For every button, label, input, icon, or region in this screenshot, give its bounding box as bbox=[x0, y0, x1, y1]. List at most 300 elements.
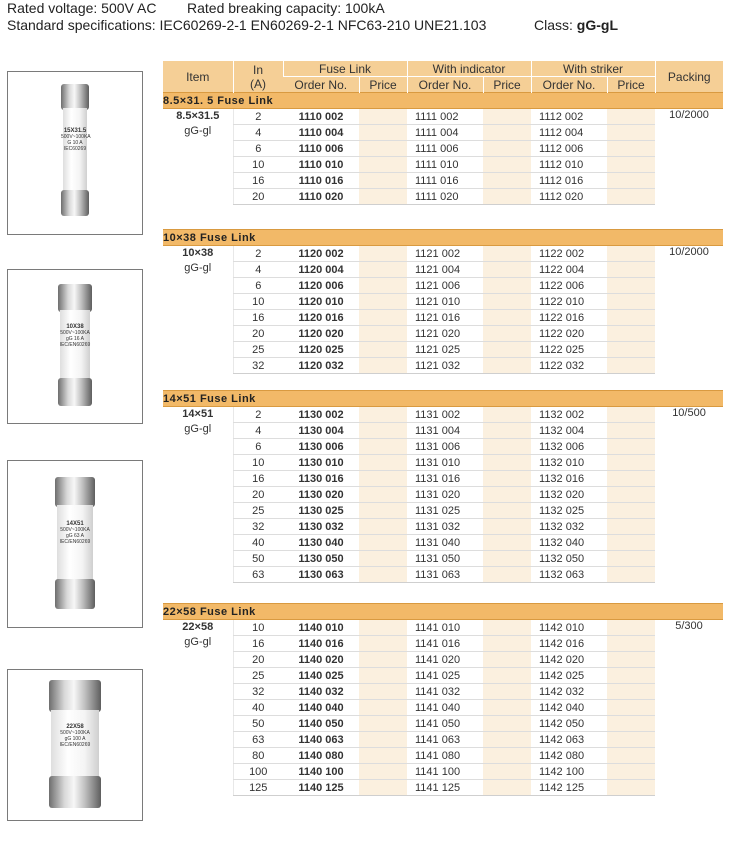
packing-value: 10/2000 bbox=[669, 246, 709, 258]
item-size: 10×38 bbox=[182, 247, 214, 259]
striker-order-no: 1142 050 bbox=[531, 716, 607, 732]
striker-order-no: 1132 004 bbox=[531, 423, 607, 439]
indicator-price bbox=[483, 487, 531, 503]
fuse-price bbox=[359, 471, 407, 487]
section-title: 14×51 Fuse Link bbox=[163, 391, 723, 407]
fuse-label-line: 500V~100KA bbox=[60, 330, 90, 336]
header-line-2 bbox=[7, 17, 618, 33]
indicator-order-no: 1111 010 bbox=[407, 157, 483, 173]
rated-current: 50 bbox=[233, 551, 283, 567]
table-row bbox=[163, 471, 723, 487]
class-value: gG-gL bbox=[576, 17, 619, 33]
fuse-order-no: 1120 002 bbox=[283, 246, 359, 262]
class-label: Class: bbox=[534, 17, 573, 33]
fuse-order-no: 1120 020 bbox=[283, 326, 359, 342]
col-price: Price bbox=[359, 77, 407, 93]
col-fuse-link: Fuse Link bbox=[283, 61, 407, 77]
striker-price bbox=[607, 262, 655, 278]
fuse-label-line: gG 100 A bbox=[64, 736, 86, 742]
fuse-label-line: G 10 A bbox=[67, 140, 83, 146]
col-item: Item bbox=[163, 61, 233, 93]
indicator-order-no: 1141 050 bbox=[407, 716, 483, 732]
striker-order-no: 1132 002 bbox=[531, 407, 607, 423]
indicator-order-no: 1131 016 bbox=[407, 471, 483, 487]
fuse-label-line: 22X58 bbox=[66, 724, 84, 730]
striker-order-no: 1112 006 bbox=[531, 141, 607, 157]
striker-price bbox=[607, 310, 655, 326]
striker-price bbox=[607, 423, 655, 439]
rated-current: 20 bbox=[233, 189, 283, 205]
fuse-price bbox=[359, 278, 407, 294]
fuse-order-no: 1140 050 bbox=[283, 716, 359, 732]
rated-current: 32 bbox=[233, 684, 283, 700]
striker-price bbox=[607, 567, 655, 583]
col-in bbox=[233, 61, 283, 93]
indicator-order-no: 1131 032 bbox=[407, 519, 483, 535]
indicator-price bbox=[483, 780, 531, 796]
col-packing: Packing bbox=[655, 61, 723, 93]
indicator-price bbox=[483, 326, 531, 342]
indicator-price bbox=[483, 748, 531, 764]
section-spacer bbox=[163, 205, 723, 230]
col-order-no: Order No. bbox=[531, 77, 607, 93]
col-order-no: Order No. bbox=[283, 77, 359, 93]
striker-order-no: 1142 080 bbox=[531, 748, 607, 764]
fuse-order-no: 1140 100 bbox=[283, 764, 359, 780]
striker-price bbox=[607, 342, 655, 358]
fuse-order-no: 1140 063 bbox=[283, 732, 359, 748]
rated-current: 4 bbox=[233, 423, 283, 439]
standards: Standard specifications: IEC60269-2-1 EN60269-2-1 NFC63-210 UNE21.103 bbox=[7, 17, 487, 33]
fuse-price bbox=[359, 326, 407, 342]
fuse-label-line: 500V~100KA bbox=[60, 527, 90, 533]
striker-price bbox=[607, 503, 655, 519]
indicator-order-no: 1141 010 bbox=[407, 620, 483, 636]
fuse-label-line: 500V~100KA bbox=[61, 134, 91, 140]
striker-order-no: 1142 040 bbox=[531, 700, 607, 716]
item-cell bbox=[163, 620, 233, 796]
rated-current: 2 bbox=[233, 246, 283, 262]
fuse-price bbox=[359, 342, 407, 358]
fuse-price bbox=[359, 407, 407, 423]
fuse-order-no: 1130 032 bbox=[283, 519, 359, 535]
fuse-price bbox=[359, 668, 407, 684]
striker-order-no: 1142 063 bbox=[531, 732, 607, 748]
indicator-price bbox=[483, 342, 531, 358]
indicator-order-no: 1141 020 bbox=[407, 652, 483, 668]
rated-current: 10 bbox=[233, 620, 283, 636]
col-order-no: Order No. bbox=[407, 77, 483, 93]
rated-current: 40 bbox=[233, 535, 283, 551]
fuse-price bbox=[359, 652, 407, 668]
striker-order-no: 1122 004 bbox=[531, 262, 607, 278]
striker-price bbox=[607, 519, 655, 535]
table-row bbox=[163, 141, 723, 157]
striker-order-no: 1122 032 bbox=[531, 358, 607, 374]
fuse-photo-14x51 bbox=[7, 460, 143, 628]
indicator-order-no: 1121 004 bbox=[407, 262, 483, 278]
indicator-price bbox=[483, 173, 531, 189]
table-row bbox=[163, 519, 723, 535]
striker-order-no: 1112 020 bbox=[531, 189, 607, 205]
table-row bbox=[163, 109, 723, 125]
rated-current: 63 bbox=[233, 567, 283, 583]
indicator-price bbox=[483, 358, 531, 374]
striker-order-no: 1122 020 bbox=[531, 326, 607, 342]
fuse-price bbox=[359, 310, 407, 326]
fuse-table bbox=[163, 61, 723, 796]
indicator-order-no: 1141 040 bbox=[407, 700, 483, 716]
striker-order-no: 1132 020 bbox=[531, 487, 607, 503]
fuse-order-no: 1130 002 bbox=[283, 407, 359, 423]
indicator-price bbox=[483, 423, 531, 439]
fuse-price bbox=[359, 294, 407, 310]
indicator-order-no: 1111 002 bbox=[407, 109, 483, 125]
rated-current: 16 bbox=[233, 310, 283, 326]
fuse-price bbox=[359, 732, 407, 748]
rated-current: 32 bbox=[233, 358, 283, 374]
striker-order-no: 1132 063 bbox=[531, 567, 607, 583]
section-title-row bbox=[163, 604, 723, 620]
indicator-price bbox=[483, 535, 531, 551]
striker-price bbox=[607, 780, 655, 796]
table-row bbox=[163, 780, 723, 796]
striker-order-no: 1112 010 bbox=[531, 157, 607, 173]
col-in-unit: (A) bbox=[250, 76, 266, 91]
rated-current: 16 bbox=[233, 173, 283, 189]
fuse-price bbox=[359, 636, 407, 652]
striker-price bbox=[607, 471, 655, 487]
rated-current: 2 bbox=[233, 407, 283, 423]
rated-current: 6 bbox=[233, 141, 283, 157]
indicator-price bbox=[483, 157, 531, 173]
col-with-indicator: With indicator bbox=[407, 61, 531, 77]
fuse-label-line: 15X31.5 bbox=[63, 128, 87, 134]
striker-order-no: 1122 006 bbox=[531, 278, 607, 294]
striker-order-no: 1142 032 bbox=[531, 684, 607, 700]
indicator-order-no: 1131 020 bbox=[407, 487, 483, 503]
fuse-order-no: 1130 010 bbox=[283, 455, 359, 471]
fuse-label-line: IEC/EN60269 bbox=[59, 342, 91, 348]
table-row bbox=[163, 503, 723, 519]
fuse-order-no: 1120 032 bbox=[283, 358, 359, 374]
striker-order-no: 1132 032 bbox=[531, 519, 607, 535]
striker-price bbox=[607, 716, 655, 732]
indicator-price bbox=[483, 668, 531, 684]
striker-price bbox=[607, 278, 655, 294]
indicator-price bbox=[483, 125, 531, 141]
fuse-price bbox=[359, 748, 407, 764]
indicator-order-no: 1131 050 bbox=[407, 551, 483, 567]
col-with-striker: With striker bbox=[531, 61, 655, 77]
striker-order-no: 1142 125 bbox=[531, 780, 607, 796]
rated-current: 4 bbox=[233, 125, 283, 141]
rated-current: 20 bbox=[233, 326, 283, 342]
fuse-photo-22x58 bbox=[7, 669, 143, 821]
fuse-price bbox=[359, 141, 407, 157]
indicator-price bbox=[483, 652, 531, 668]
indicator-price bbox=[483, 278, 531, 294]
fuse-order-no: 1120 010 bbox=[283, 294, 359, 310]
table-row bbox=[163, 636, 723, 652]
fuse-price bbox=[359, 487, 407, 503]
fuse-label-line: gG 63 A bbox=[65, 533, 85, 539]
fuse-label-line: 10X38 bbox=[66, 324, 84, 330]
rated-current: 10 bbox=[233, 455, 283, 471]
striker-order-no: 1122 010 bbox=[531, 294, 607, 310]
fuse-order-no: 1140 025 bbox=[283, 668, 359, 684]
indicator-order-no: 1121 032 bbox=[407, 358, 483, 374]
table-row bbox=[163, 700, 723, 716]
indicator-price bbox=[483, 471, 531, 487]
table-row bbox=[163, 157, 723, 173]
fuse-order-no: 1120 016 bbox=[283, 310, 359, 326]
table-row bbox=[163, 439, 723, 455]
fuse-price bbox=[359, 684, 407, 700]
striker-price bbox=[607, 620, 655, 636]
header-line-1 bbox=[7, 0, 385, 16]
fuse-order-no: 1130 020 bbox=[283, 487, 359, 503]
fuse-price bbox=[359, 189, 407, 205]
striker-order-no: 1112 002 bbox=[531, 109, 607, 125]
striker-order-no: 1142 100 bbox=[531, 764, 607, 780]
indicator-order-no: 1111 020 bbox=[407, 189, 483, 205]
striker-price bbox=[607, 157, 655, 173]
fuse-price bbox=[359, 780, 407, 796]
table-row bbox=[163, 748, 723, 764]
item-class: gG-gl bbox=[184, 125, 212, 137]
table-row bbox=[163, 732, 723, 748]
fuse-price bbox=[359, 358, 407, 374]
fuse-order-no: 1140 010 bbox=[283, 620, 359, 636]
striker-order-no: 1132 040 bbox=[531, 535, 607, 551]
fuse-order-no: 1140 040 bbox=[283, 700, 359, 716]
table-row bbox=[163, 262, 723, 278]
indicator-price bbox=[483, 700, 531, 716]
rated-current: 32 bbox=[233, 519, 283, 535]
striker-price bbox=[607, 439, 655, 455]
fuse-price bbox=[359, 535, 407, 551]
indicator-order-no: 1141 080 bbox=[407, 748, 483, 764]
indicator-price bbox=[483, 716, 531, 732]
fuse-price bbox=[359, 109, 407, 125]
table-row bbox=[163, 652, 723, 668]
table-row bbox=[163, 668, 723, 684]
table-row bbox=[163, 684, 723, 700]
striker-price bbox=[607, 652, 655, 668]
fuse-label-line: IEC60269 bbox=[63, 146, 87, 152]
striker-price bbox=[607, 700, 655, 716]
table-row bbox=[163, 246, 723, 262]
indicator-order-no: 1121 006 bbox=[407, 278, 483, 294]
table-row bbox=[163, 487, 723, 503]
fuse-order-no: 1120 004 bbox=[283, 262, 359, 278]
indicator-price bbox=[483, 519, 531, 535]
fuse-price bbox=[359, 262, 407, 278]
striker-order-no: 1132 010 bbox=[531, 455, 607, 471]
fuse-price bbox=[359, 620, 407, 636]
indicator-price bbox=[483, 407, 531, 423]
table-header-row bbox=[163, 61, 723, 77]
item-cell bbox=[163, 109, 233, 205]
item-size: 22×58 bbox=[182, 621, 214, 633]
indicator-order-no: 1121 016 bbox=[407, 310, 483, 326]
rated-current: 2 bbox=[233, 109, 283, 125]
table-row bbox=[163, 342, 723, 358]
striker-order-no: 1142 020 bbox=[531, 652, 607, 668]
striker-order-no: 1132 050 bbox=[531, 551, 607, 567]
striker-price bbox=[607, 764, 655, 780]
indicator-price bbox=[483, 189, 531, 205]
packing-value: 5/300 bbox=[675, 620, 703, 632]
item-size: 8.5×31.5 bbox=[176, 110, 220, 122]
table-row bbox=[163, 764, 723, 780]
indicator-order-no: 1141 125 bbox=[407, 780, 483, 796]
fuse-price bbox=[359, 519, 407, 535]
indicator-order-no: 1141 025 bbox=[407, 668, 483, 684]
indicator-price bbox=[483, 684, 531, 700]
rated-current: 50 bbox=[233, 716, 283, 732]
indicator-price bbox=[483, 636, 531, 652]
table-row bbox=[163, 620, 723, 636]
section-spacer bbox=[163, 583, 723, 604]
fuse-order-no: 1140 080 bbox=[283, 748, 359, 764]
section-spacer bbox=[163, 374, 723, 391]
rated-current: 80 bbox=[233, 748, 283, 764]
fuse-order-no: 1130 040 bbox=[283, 535, 359, 551]
fuse-order-no: 1110 004 bbox=[283, 125, 359, 141]
table-row bbox=[163, 535, 723, 551]
item-class: gG-gl bbox=[184, 262, 212, 274]
rated-current: 6 bbox=[233, 278, 283, 294]
striker-order-no: 1142 016 bbox=[531, 636, 607, 652]
striker-order-no: 1122 025 bbox=[531, 342, 607, 358]
fuse-order-no: 1130 006 bbox=[283, 439, 359, 455]
table-row bbox=[163, 125, 723, 141]
fuse-order-no: 1110 002 bbox=[283, 109, 359, 125]
striker-price bbox=[607, 487, 655, 503]
fuse-order-no: 1130 025 bbox=[283, 503, 359, 519]
item-class: gG-gl bbox=[184, 636, 212, 648]
fuse-order-no: 1140 016 bbox=[283, 636, 359, 652]
packing-value: 10/500 bbox=[672, 407, 706, 419]
indicator-order-no: 1111 004 bbox=[407, 125, 483, 141]
table-row bbox=[163, 294, 723, 310]
col-price: Price bbox=[607, 77, 655, 93]
fuse-order-no: 1120 006 bbox=[283, 278, 359, 294]
indicator-order-no: 1131 004 bbox=[407, 423, 483, 439]
col-in-label: In bbox=[252, 62, 263, 77]
indicator-price bbox=[483, 439, 531, 455]
rated-current: 6 bbox=[233, 439, 283, 455]
indicator-order-no: 1141 063 bbox=[407, 732, 483, 748]
indicator-price bbox=[483, 455, 531, 471]
striker-price bbox=[607, 732, 655, 748]
rated-current: 16 bbox=[233, 471, 283, 487]
fuse-price bbox=[359, 246, 407, 262]
table-row bbox=[163, 358, 723, 374]
fuse-cartridge-icon bbox=[58, 284, 92, 406]
indicator-price bbox=[483, 294, 531, 310]
fuse-price bbox=[359, 423, 407, 439]
indicator-price bbox=[483, 551, 531, 567]
striker-price bbox=[607, 173, 655, 189]
fuse-price bbox=[359, 716, 407, 732]
fuse-price bbox=[359, 567, 407, 583]
indicator-order-no: 1131 063 bbox=[407, 567, 483, 583]
indicator-price bbox=[483, 246, 531, 262]
fuse-price bbox=[359, 455, 407, 471]
fuse-order-no: 1130 016 bbox=[283, 471, 359, 487]
striker-price bbox=[607, 455, 655, 471]
col-price: Price bbox=[483, 77, 531, 93]
fuse-cartridge-icon bbox=[49, 680, 101, 808]
section-title: 8.5×31. 5 Fuse Link bbox=[163, 93, 723, 109]
striker-price bbox=[607, 407, 655, 423]
striker-price bbox=[607, 668, 655, 684]
striker-price bbox=[607, 551, 655, 567]
indicator-price bbox=[483, 109, 531, 125]
striker-order-no: 1112 016 bbox=[531, 173, 607, 189]
table-row bbox=[163, 407, 723, 423]
fuse-order-no: 1110 006 bbox=[283, 141, 359, 157]
fuse-photo-10x38 bbox=[7, 269, 143, 424]
fuse-order-no: 1130 050 bbox=[283, 551, 359, 567]
breaking-capacity: Rated breaking capacity: 100kA bbox=[187, 0, 385, 16]
fuse-label-line: 500V~100KA bbox=[60, 730, 90, 736]
striker-order-no: 1132 006 bbox=[531, 439, 607, 455]
table-row bbox=[163, 189, 723, 205]
section-title-row bbox=[163, 230, 723, 246]
indicator-price bbox=[483, 732, 531, 748]
fuse-order-no: 1110 020 bbox=[283, 189, 359, 205]
rated-current: 20 bbox=[233, 652, 283, 668]
fuse-price bbox=[359, 551, 407, 567]
section-title-row bbox=[163, 93, 723, 109]
fuse-photo-8-5x31-5 bbox=[7, 71, 143, 235]
fuse-order-no: 1110 016 bbox=[283, 173, 359, 189]
rated-current: 125 bbox=[233, 780, 283, 796]
indicator-order-no: 1121 010 bbox=[407, 294, 483, 310]
table-row bbox=[163, 173, 723, 189]
indicator-order-no: 1141 032 bbox=[407, 684, 483, 700]
fuse-price bbox=[359, 173, 407, 189]
fuse-price bbox=[359, 125, 407, 141]
striker-price bbox=[607, 358, 655, 374]
rated-current: 10 bbox=[233, 294, 283, 310]
fuse-order-no: 1140 020 bbox=[283, 652, 359, 668]
indicator-order-no: 1131 010 bbox=[407, 455, 483, 471]
rated-current: 25 bbox=[233, 503, 283, 519]
table-row bbox=[163, 455, 723, 471]
striker-price bbox=[607, 636, 655, 652]
striker-price bbox=[607, 125, 655, 141]
striker-price bbox=[607, 684, 655, 700]
rated-current: 4 bbox=[233, 262, 283, 278]
table-row bbox=[163, 278, 723, 294]
fuse-label-line: gG 16 A bbox=[65, 336, 85, 342]
fuse-price bbox=[359, 764, 407, 780]
section-title: 22×58 Fuse Link bbox=[163, 604, 723, 620]
indicator-order-no: 1131 025 bbox=[407, 503, 483, 519]
item-size: 14×51 bbox=[182, 408, 214, 420]
indicator-order-no: 1121 025 bbox=[407, 342, 483, 358]
indicator-order-no: 1121 020 bbox=[407, 326, 483, 342]
table-row bbox=[163, 716, 723, 732]
table-row bbox=[163, 551, 723, 567]
rated-current: 40 bbox=[233, 700, 283, 716]
fuse-label-line: IEC/EN60269 bbox=[59, 742, 91, 748]
